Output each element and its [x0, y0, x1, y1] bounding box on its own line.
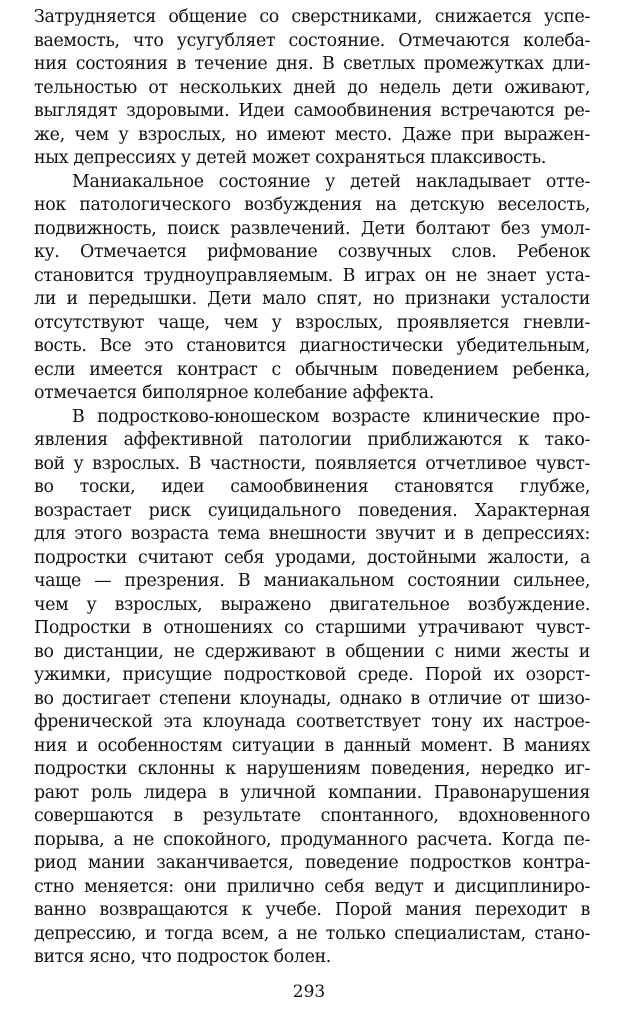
text-line: ния и особенностям ситуации в данный момент. В маниях: [34, 735, 590, 756]
text-line: во достигает степени клоунады, однако в отличие от шизо-: [34, 688, 590, 709]
text-line: подвижность, поиск развлечений. Дети болтают без умол-: [34, 218, 590, 239]
text-line: ния состояния в течение дня. В светлых промежутках дли-: [34, 54, 590, 74]
text-line: нок патологического возбуждения на детскую веселость,: [34, 195, 590, 215]
text-line: ку. Отмечается рифмование созвучных слов. Ребенок: [34, 242, 590, 262]
text-line: если имеется контраст с обычным поведением ребенка,: [34, 359, 590, 380]
text-line: Маниакальное состояние у детей накладывает оттe-: [72, 171, 590, 192]
text-line: Затрудняется общение со сверстниками, снижается успе-: [34, 7, 590, 27]
text-line: вость. Все это становится диагностически убедительным,: [34, 336, 590, 356]
text-line: подростки склонны к нарушениям поведения, нередко иг-: [34, 759, 590, 779]
text-line: чаще — презрения. В маниакальном состоянии сильнее,: [34, 571, 590, 591]
text-line: ных депрессиях у детей может сохраняться плаксивость.: [34, 148, 547, 168]
text-line: вится ясно, что подросток болен.: [34, 947, 331, 967]
page-number: 293: [292, 982, 326, 1002]
text-line: во дистанции, не сдерживают в общении с ними жесты и: [34, 641, 590, 662]
body-text: [34, 6, 590, 970]
text-line: ваемость, что усугубляет состояние. Отмечаются колеба-: [34, 30, 590, 51]
text-line: риод мании заканчивается, поведение подростков контра-: [34, 853, 590, 873]
text-line: же, чем у взрослых, но имеют место. Даже при выражен-: [34, 124, 590, 145]
text-line: отсутствуют чаще, чем у взрослых, проявляется гневли-: [34, 312, 590, 333]
text-line: выглядят здоровыми. Идеи самообвинения встречаются ре-: [34, 101, 590, 121]
text-line: стно меняется: они прилично себя ведут и дисциплиниро-: [34, 876, 590, 897]
text-line: порыва, а не спокойного, продуманного расчета. Когда пе-: [34, 829, 590, 850]
text-line: вой у взрослых. В частности, появляется отчетливое чувст-: [34, 453, 590, 474]
text-line: во тоски, идеи самообвинения становятся глубже,: [34, 477, 590, 497]
text-line: подростки считают себя уродами, достойными жалости, а: [34, 547, 590, 568]
text-line: совершаются в результате спонтанного, вдохновенного: [34, 806, 590, 826]
text-line: чем у взрослых, выражено двигательное возбуждение.: [34, 594, 590, 615]
text-line: френической эта клоунада соответствует тону их настрое-: [34, 712, 590, 732]
text-line: явления аффективной патологии приближаются к тако-: [34, 430, 590, 450]
text-line: тельностью от нескольких дней до недель дети оживают,: [34, 77, 590, 98]
text-line: рают роль лидера в уличной компании. Правонарушения: [34, 782, 590, 803]
text-line: становится трудноуправляемым. В играх он не знает уста-: [34, 265, 590, 286]
text-line: ванно возвращаются к учебе. Порой мания переходит в: [34, 900, 590, 920]
text-line: В подростково-юношеском возрасте клинические про-: [72, 406, 590, 427]
text-line: возрастает риск суицидального поведения. Характерная: [34, 500, 590, 521]
text-line: отмечается биполярное колебание аффекта.: [34, 383, 434, 403]
text-line: депрессию, и тогда всем, а не только специалистам, стано-: [34, 923, 590, 944]
text-line: для этого возраста тема внешности звучит и в депрессиях:: [34, 524, 590, 544]
text-line: ужимки, присущие подростковой среде. Порой их озорст-: [34, 665, 590, 685]
text-line: ли и передышки. Дети мало спят, но признаки усталости: [34, 289, 590, 309]
text-line: Подростки в отношениях со старшими утрачивают чувст-: [34, 618, 590, 638]
